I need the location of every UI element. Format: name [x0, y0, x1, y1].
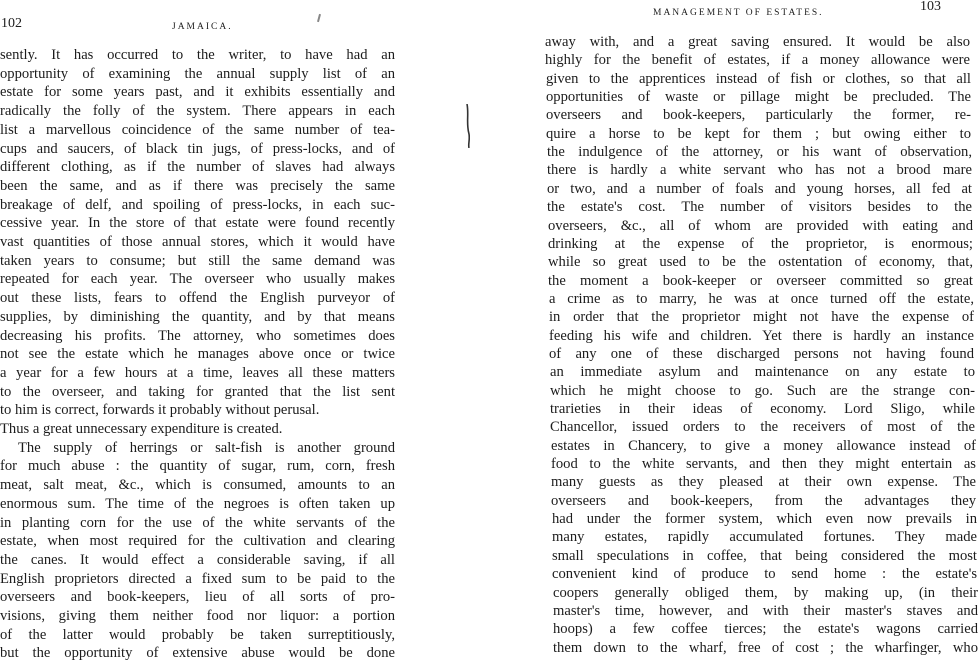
left-running-head: JAMAICA.: [172, 22, 233, 32]
right-running-head: MANAGEMENT OF ESTATES.: [653, 8, 824, 18]
text-line: there is hardly a white servant who has not a brood mare: [547, 162, 972, 179]
text-line: The supply of herrings or salt-fish is another ground: [18, 439, 395, 456]
text-line: overseers and book-keepers, lieu of all sorts of pro-: [0, 589, 395, 606]
text-line: feeding his wife and children. Yet there is hardly an instance: [549, 327, 974, 344]
left-page: [0, 0, 402, 662]
text-line: master's time, however, and with their master's staves and: [553, 602, 978, 619]
text-line: hoops) a few coffee tierces; the estate's wagons carried: [553, 621, 978, 638]
text-line: for much abuse : the quantity of sugar, rum, corn, fresh: [0, 458, 395, 475]
text-line: overseers and book-keepers, from the advantages they: [551, 492, 976, 509]
text-line: an immediate asylum and maintenance on any estate to: [550, 364, 975, 381]
text-line: but the opportunity of extensive abuse would be done: [0, 645, 395, 662]
text-line: to him is correct, forwards it probably without perusal.: [0, 402, 320, 419]
right-page-number: 103: [920, 0, 941, 14]
text-line: visions, giving them neither food nor liquor: a portion: [0, 608, 395, 624]
text-line: repeated for each year. The overseer who usually makes: [0, 271, 395, 288]
text-line: many guests as they pleased at their own expense. The: [551, 474, 976, 491]
text-line: them down to the wharf, free of cost ; the wharfinger, who: [553, 639, 978, 656]
text-line: overseers, &c., all of whom are provided with eating and: [548, 217, 973, 234]
text-line: taken years to consume; but still the same demand was: [0, 252, 395, 269]
text-line: sently. It has occurred to the writer, to have had an: [0, 47, 395, 63]
text-line: given to the apprentices instead of fish or clothes, so that all: [546, 70, 971, 87]
text-line: coopers generally obliged them, by making up, (in their: [553, 584, 978, 601]
text-line: enormous sum. The time of the negroes is often taken up: [0, 495, 395, 512]
text-line: list a marvellous coincidence of the same number of tea-: [0, 121, 395, 138]
text-line: trarieties in their ideas of economy. Lord Sligo, while: [550, 401, 975, 417]
text-line: to the overseer, and taking for granted that the list sent: [0, 383, 395, 400]
text-line: not see the estate which he manages above once or twice: [0, 346, 395, 363]
text-line: opportunities of waste or pillage might be precluded. The: [546, 89, 971, 106]
text-line: a crime as to marry, he was at once turned off the estate,: [549, 290, 974, 307]
gutter-shadow-mark: [466, 104, 470, 148]
text-line: opportunity of examining the annual supply list of an: [0, 65, 395, 82]
text-line: the estate's cost. The number of visitors besides to the: [547, 199, 972, 216]
text-line: which he might choose to go. Such are the strange con-: [550, 382, 975, 399]
text-line: the moment a book-keeper or overseer committed so great: [548, 272, 973, 289]
text-line: while so great used to be the ostentation of economy, that,: [548, 254, 973, 271]
text-line: cups and saucers, of black tin jugs, of press-locks, and of: [0, 140, 395, 157]
text-line: meat, salt meat, &c., which is consumed, amounts to an: [0, 477, 395, 494]
text-line: in planting corn for the use of the white servants of the: [0, 514, 395, 531]
text-line: the indulgence of the attorney, or his want of observation,: [547, 144, 972, 161]
text-line: quire a horse to be kept for them ; but owing either to: [546, 125, 971, 142]
text-line: decreasing his profits. The attorney, who sometimes does: [0, 327, 395, 344]
text-line: Chancellor, issued orders to the receivers of most of the: [550, 419, 975, 436]
text-line: cessive year. In the store of that estate were found recently: [0, 215, 395, 232]
text-line: been the same, and as if there was precisely the same: [0, 177, 395, 194]
text-line: English proprietors directed a fixed sum to be paid to the: [0, 570, 395, 587]
text-line: of the latter would probably be taken surreptitiously,: [0, 626, 395, 643]
text-line: vast quantities of those annual stores, which it would have: [0, 234, 395, 250]
right-page: [545, 0, 980, 656]
text-line: overseers and book-keepers, particularly the former, re-: [546, 107, 971, 124]
text-line: drinking at the expense of the proprietor, is enormous;: [548, 235, 973, 252]
text-line: estate for some years past, and it exhibits essentially and: [0, 84, 395, 101]
text-line: supplies, by diminishing the quantity, and by that means: [0, 308, 395, 325]
text-line: food to the white servants, and then they might entertain as: [551, 456, 976, 473]
text-line: different clothing, as if the number of slaves had always: [0, 159, 395, 176]
text-line: had under the former system, which even now prevails in: [552, 511, 977, 528]
text-line: out these lists, fears to offend the English purveyor of: [0, 290, 395, 307]
text-line: Thus a great unnecessary expenditure is created.: [0, 421, 283, 437]
text-line: many estates, rapidly accumulated fortunes. They made: [552, 529, 977, 546]
text-line: highly for the benefit of estates, if a money allowance were: [545, 52, 970, 69]
stray-mark: [317, 14, 321, 22]
text-line: convenient kind of produce to send home : the estate's: [552, 566, 977, 583]
text-line: of any one of these discharged persons not having found: [549, 345, 974, 362]
text-line: breakage of delf, and spoiling of press-locks, in each suc-: [0, 196, 395, 213]
text-line: or two, and a number of foals and young horses, all fed at: [547, 180, 972, 197]
text-line: small speculations in coffee, that being considered the most: [552, 547, 977, 564]
text-line: away with, and a great saving ensured. It would be also: [545, 34, 970, 50]
text-line: radically the folly of the system. There appears in each: [0, 103, 395, 120]
text-line: estates in Chancery, to give a money allowance instead of: [551, 437, 976, 454]
text-line: estate, when most required for the cultivation and clearing: [0, 533, 395, 550]
left-page-number: 102: [1, 16, 22, 31]
text-line: a year for a few hours at a time, leaves all these matters: [0, 364, 395, 381]
text-line: in order that the proprietor might not have the expense of: [549, 309, 974, 326]
text-line: the canes. It would effect a considerable saving, if all: [0, 551, 395, 568]
